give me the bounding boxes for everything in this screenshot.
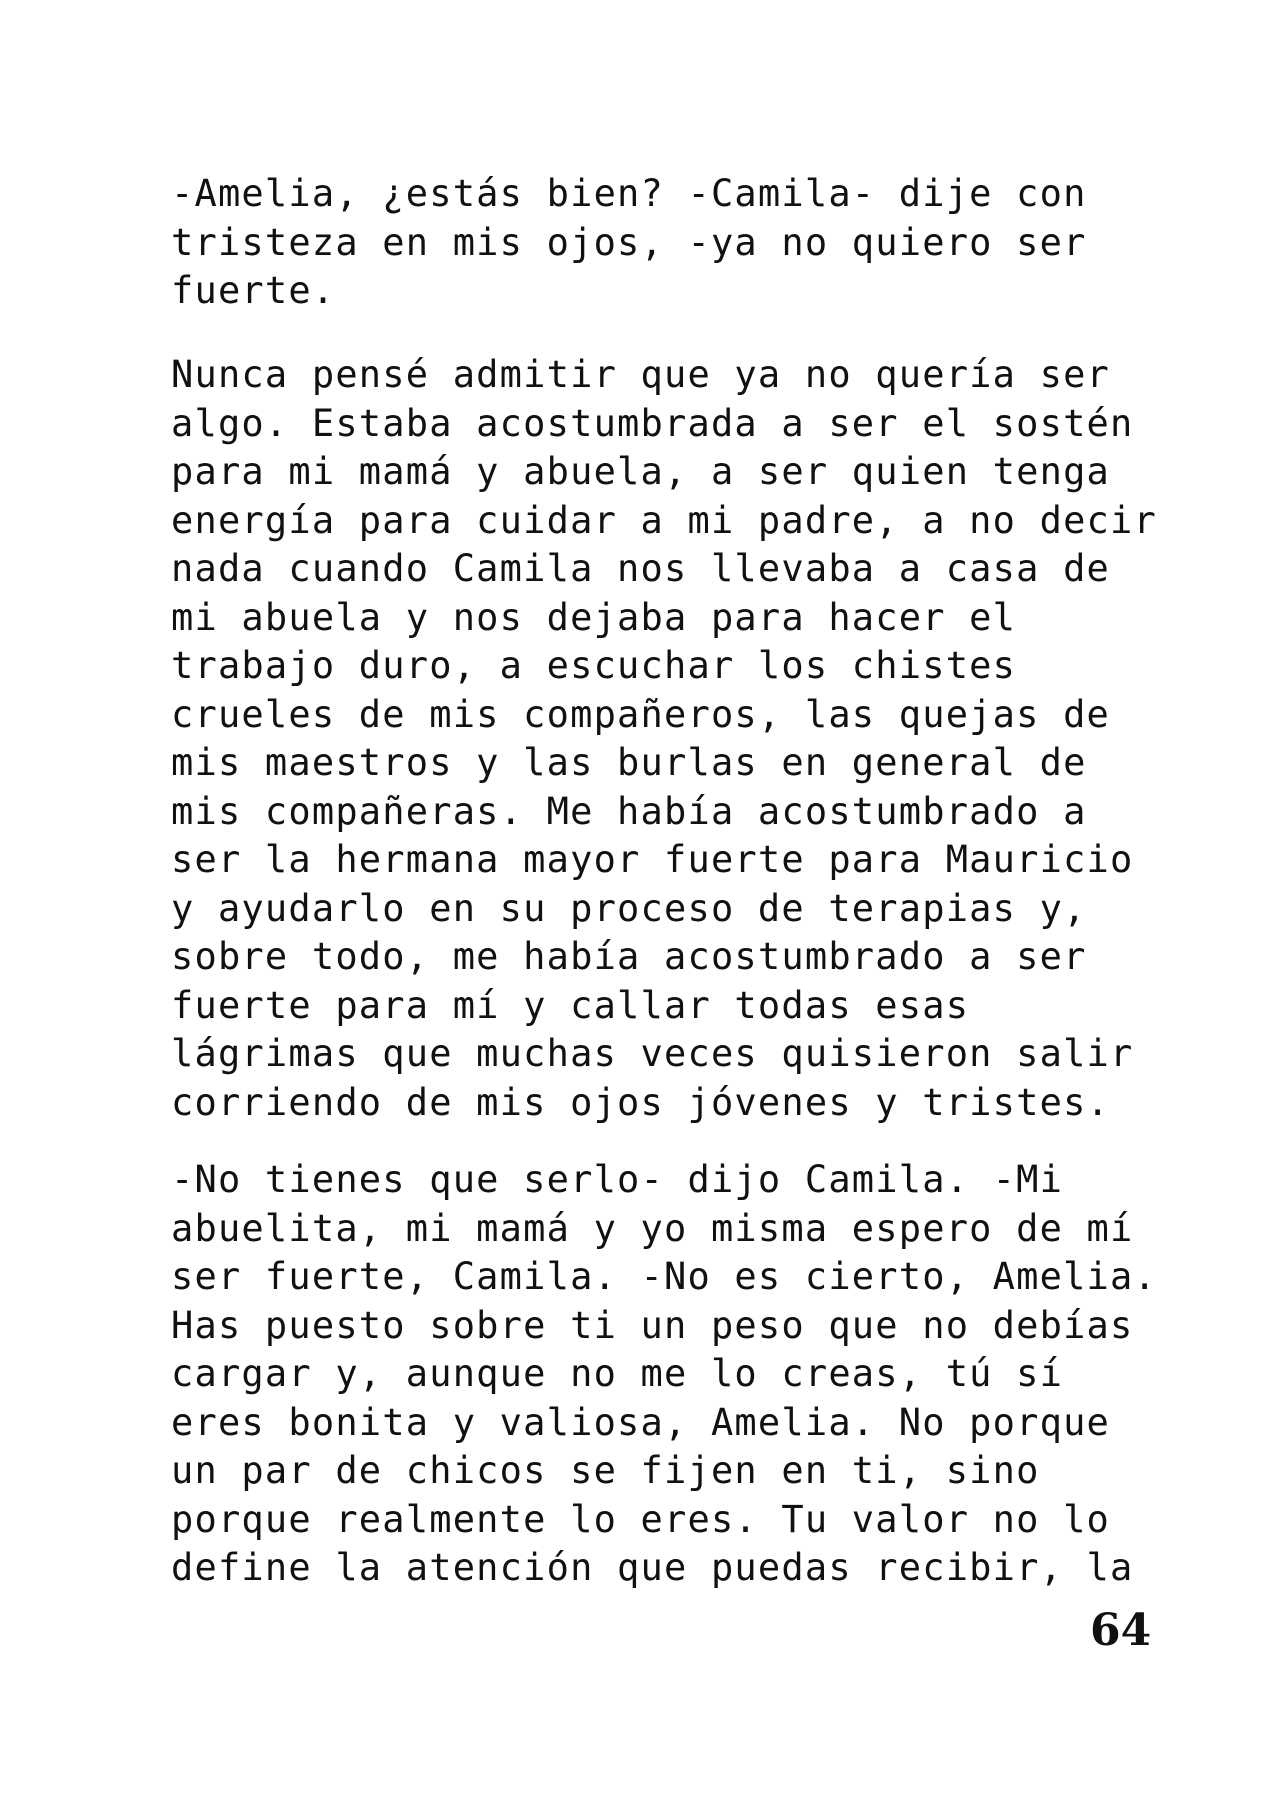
text-line: nada cuando Camila nos llevaba a casa de (171, 547, 1111, 590)
text-line: ser la hermana mayor fuerte para Mauricio (171, 838, 1134, 881)
text-line: fuerte para mí y callar todas esas (171, 983, 970, 1027)
text-line: lágrimas que muchas veces quisieron salir (171, 1032, 1134, 1075)
text-line: ser fuerte, Camila. -No es cierto, Amelia. (171, 1255, 1157, 1298)
text-line: corriendo de mis ojos jóvenes y tristes. (171, 1080, 1111, 1124)
text-line: y ayudarlo en su proceso de terapias y, (171, 886, 1087, 930)
text-line: abuelita, mi mamá y yo misma espero de mí (171, 1206, 1134, 1250)
text-line: define la atención que puedas recibir, la (171, 1546, 1134, 1589)
text-line: mis compañeras. Me había acostumbrado a (171, 789, 1087, 833)
text-line: eres bonita y valiosa, Amelia. No porque (171, 1400, 1111, 1444)
text-line: fuerte. (171, 269, 336, 312)
text-line: mis maestros y las burlas en general de (171, 741, 1087, 784)
text-line: Has puesto sobre ti un peso que no debías (171, 1303, 1134, 1347)
text-line: porque realmente lo eres. Tu valor no lo (171, 1497, 1111, 1541)
text-line: tristeza en mis ojos, -ya no quiero ser (171, 220, 1087, 264)
text-line: -No tienes que serlo- dijo Camila. -Mi (171, 1158, 1064, 1201)
text-line: mi abuela y nos dejaba para hacer el (171, 595, 1017, 639)
paragraph-dialogue-opening (171, 170, 1101, 316)
page-number: 64 (1090, 1605, 1152, 1656)
text-line: -Amelia, ¿estás bien? -Camila- dije con (171, 172, 1087, 215)
text-line: un par de chicos se fijen en ti, sino (171, 1449, 1040, 1492)
text-line: trabajo duro, a escuchar los chistes (171, 644, 1017, 687)
text-line: para mi mamá y abuela, a ser quien tenga (171, 450, 1111, 493)
text-line: Nunca pensé admitir que ya no quería ser (171, 353, 1111, 396)
text-line: energía para cuidar a mi padre, a no decir (171, 498, 1157, 542)
text-line: algo. Estaba acostumbrada a ser el sostén (171, 401, 1134, 445)
text-line: sobre todo, me había acostumbrado a ser (171, 935, 1087, 978)
paragraph-narration (171, 351, 1157, 1127)
paragraph-dialogue-closing (171, 1156, 1157, 1593)
text-line: crueles de mis compañeros, las quejas de (171, 692, 1111, 736)
text-line: cargar y, aunque no me lo creas, tú sí (171, 1352, 1064, 1395)
